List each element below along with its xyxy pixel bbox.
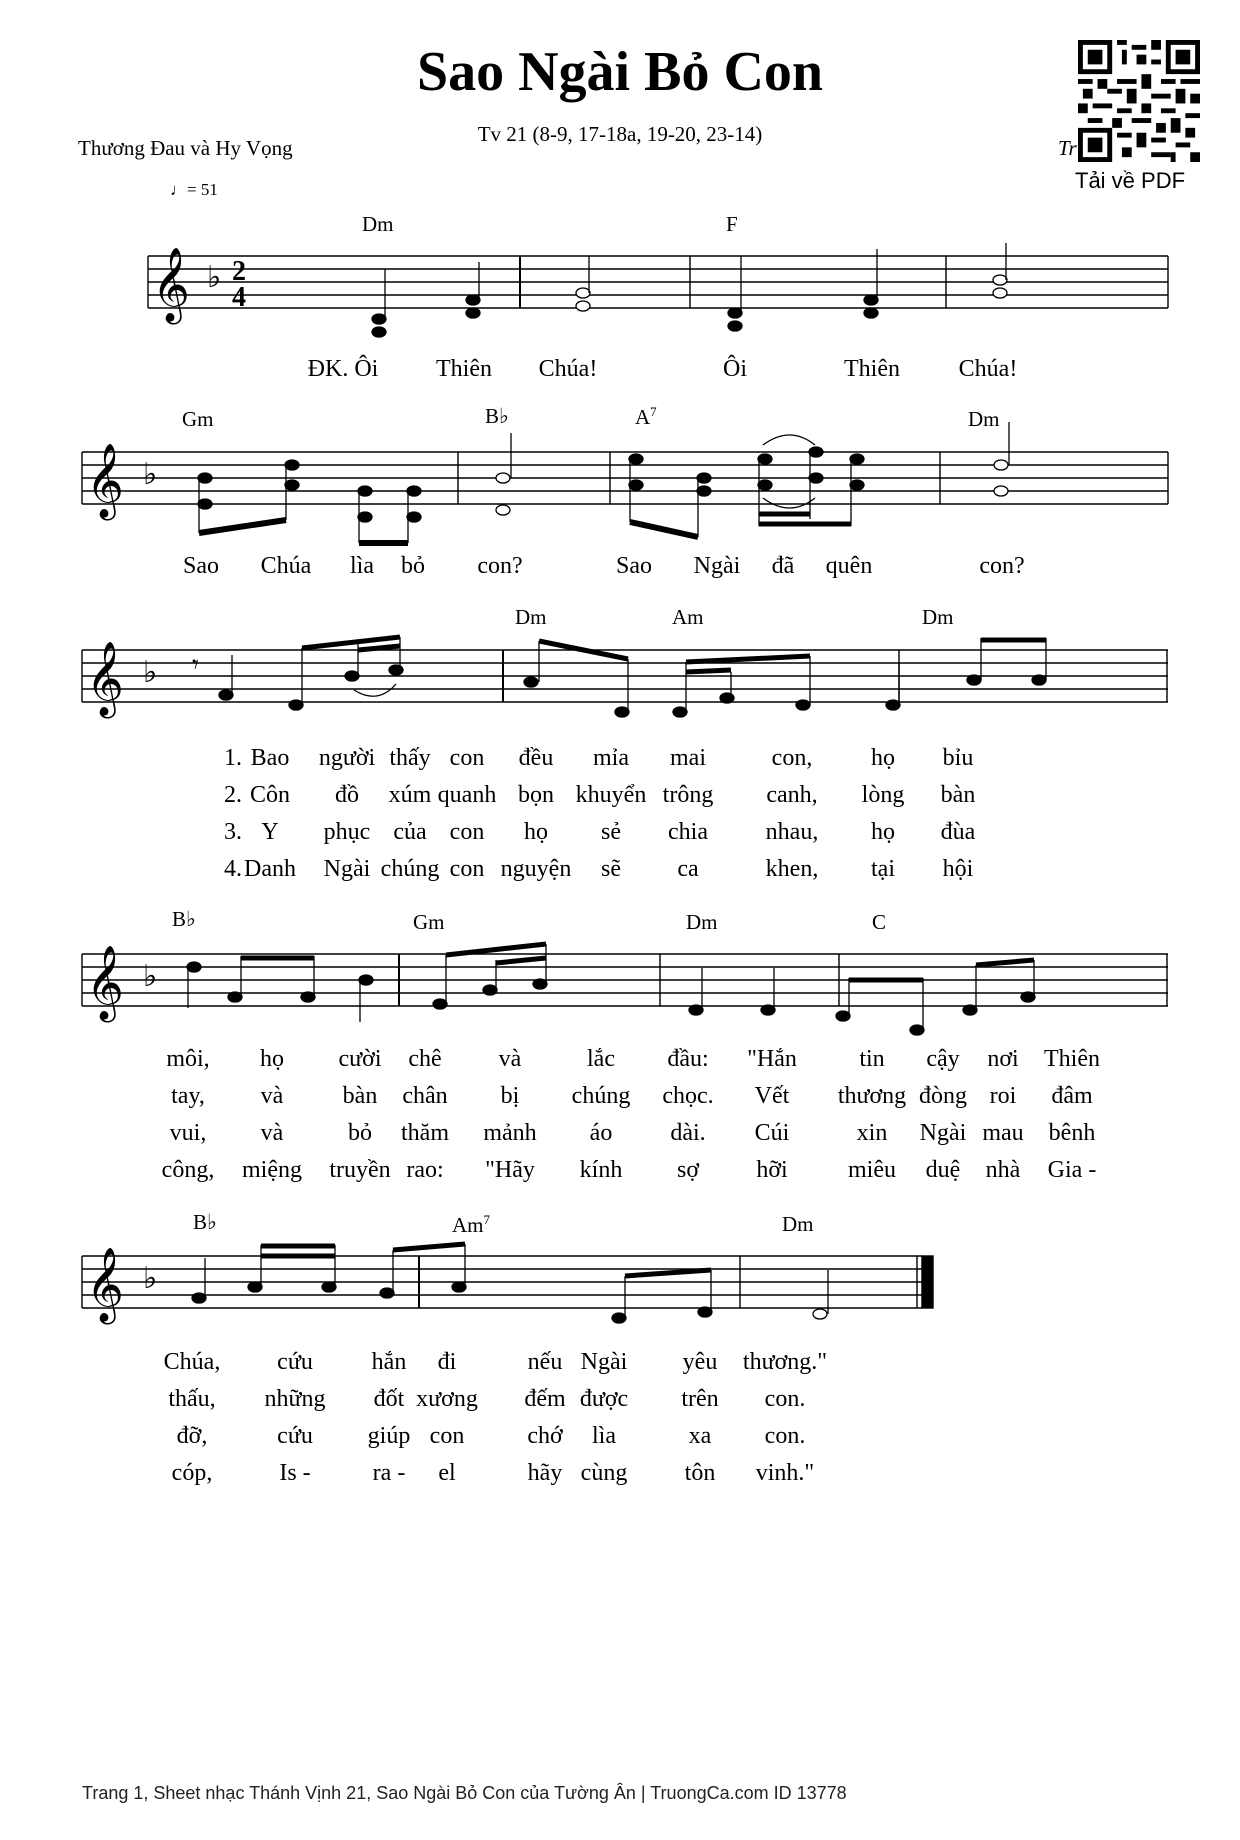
lyric: bỏ: [401, 553, 425, 579]
lyric: cùng: [580, 1460, 628, 1486]
lyric: tay,: [171, 1083, 205, 1109]
lyric: mảnh: [483, 1120, 537, 1146]
lyric: cóp,: [171, 1460, 213, 1486]
lyric: rao:: [406, 1157, 444, 1183]
lyric: ra -: [372, 1460, 406, 1486]
lyric: đùa: [940, 819, 976, 845]
chord-label: Dm: [362, 212, 394, 236]
chord-label: $A^7$: [635, 404, 657, 429]
lyric: lòng: [861, 782, 905, 808]
lyric: bỏ: [348, 1120, 372, 1146]
lyric: vinh.": [755, 1460, 815, 1486]
chord-label: C: [872, 910, 887, 934]
lyric: tại: [871, 856, 895, 882]
lyric: 3.: [224, 819, 242, 845]
chord-label: Am$^7$: [452, 1212, 490, 1237]
lyric: sợ: [676, 1157, 700, 1183]
lyric: thương: [837, 1083, 907, 1109]
lyric: nguyện: [500, 856, 572, 882]
lyric: vui,: [169, 1120, 207, 1146]
lyric: Cúi: [754, 1120, 790, 1146]
lyric: canh,: [766, 782, 818, 808]
lyric: được: [579, 1386, 629, 1412]
lyric: Sao: [616, 553, 652, 579]
lyric: Y: [261, 819, 279, 845]
lyric: quên: [825, 553, 873, 579]
composer-name-fragment: Tr: [1058, 136, 1077, 160]
lyric: chân: [402, 1083, 448, 1109]
treble-clef-icon: 𝄞: [86, 444, 124, 518]
chord-label: Gm: [413, 910, 445, 934]
quarter-note-icon: ♩: [170, 180, 187, 199]
lyric: 4.: [224, 856, 242, 882]
lyric: mai: [670, 745, 706, 771]
lyric: họ: [524, 819, 548, 845]
lyric: bọn: [518, 782, 554, 808]
chord-label: Dm: [782, 1212, 814, 1236]
lyric: trông: [662, 782, 714, 808]
lyric: xin: [856, 1120, 888, 1146]
lyric: đã: [771, 553, 795, 579]
lyric: đâm: [1051, 1083, 1093, 1109]
lyric: miêu: [848, 1157, 896, 1183]
chord-label: B♭: [172, 907, 196, 931]
lyric: đốt: [373, 1386, 405, 1412]
lyric: và: [498, 1046, 522, 1072]
flat-icon: ♭: [143, 959, 158, 994]
lyric: Ngài: [580, 1349, 628, 1375]
lyric: họ: [260, 1046, 284, 1072]
lyric: con,: [771, 745, 813, 771]
lyric: đỡ,: [176, 1423, 208, 1449]
lyric: dài.: [670, 1120, 706, 1146]
chord-label: Gm: [182, 407, 214, 431]
lyric: cứu: [277, 1423, 313, 1449]
tempo-value: = 51: [187, 180, 218, 199]
lyric: "Hắn: [747, 1046, 797, 1072]
lyric: nhà: [985, 1157, 1021, 1183]
lyric: và: [260, 1083, 284, 1109]
lyric: Ngài: [323, 856, 371, 882]
lyric: tôn: [684, 1460, 716, 1486]
lyric: chớ: [527, 1423, 563, 1449]
lyric: họ: [871, 745, 895, 771]
lyric: kính: [579, 1157, 623, 1183]
lyric: nhau,: [765, 819, 819, 845]
lyric: "Hãy: [485, 1157, 535, 1183]
lyric: khuyển: [575, 782, 647, 808]
treble-clef-icon: 𝄞: [86, 1248, 124, 1322]
eighth-rest-icon: 𝄾: [192, 650, 199, 679]
lyric: trên: [681, 1386, 719, 1412]
lyric: Danh: [244, 856, 296, 882]
lyric: tin: [859, 1046, 885, 1072]
lyric: Ngài: [693, 553, 741, 579]
lyric: xương: [416, 1386, 478, 1412]
lyric: Ngài: [919, 1120, 967, 1146]
lyric: bàn: [342, 1083, 378, 1109]
lyric: thăm: [401, 1120, 449, 1146]
lyric: đếm: [524, 1386, 566, 1412]
lyric: của: [393, 819, 427, 845]
lyric: chia: [668, 819, 708, 845]
lyric: cười: [338, 1046, 382, 1072]
lyric: ca: [677, 856, 699, 882]
lyric: môi,: [166, 1046, 210, 1072]
chord-label: B♭: [485, 404, 509, 428]
chord-label: Dm: [515, 605, 547, 629]
lyric: Thiên: [844, 356, 900, 382]
lyric: họ: [871, 819, 895, 845]
lyric: Thiên: [436, 356, 492, 382]
lyric: phục: [323, 819, 371, 845]
lyric: el: [438, 1460, 456, 1486]
lyric: đòng: [919, 1083, 967, 1109]
lyric: con: [449, 819, 485, 845]
lyric: Vết: [754, 1083, 790, 1109]
lyric: mỉa: [593, 745, 629, 771]
lyric: Chúa!: [538, 356, 598, 382]
lyric: sẽ: [601, 856, 621, 882]
treble-clef-icon: 𝄞: [86, 642, 124, 716]
lyric: bàn: [940, 782, 976, 808]
lyric: Thiên: [1044, 1046, 1100, 1072]
time-signature-top: 2: [232, 256, 246, 287]
lyric: yêu: [682, 1349, 718, 1375]
lyric: 1.: [224, 745, 242, 771]
lyric: đều: [518, 745, 554, 771]
treble-clef-icon: 𝄞: [152, 248, 190, 322]
lyric: ĐK. Ôi: [307, 356, 379, 382]
lyric: lìa: [592, 1423, 616, 1449]
lyric: thương.": [742, 1349, 828, 1375]
lyric: miệng: [242, 1157, 302, 1183]
chord-label: Dm: [922, 605, 954, 629]
lyric: nơi: [987, 1046, 1019, 1072]
lyric: chọc.: [662, 1083, 714, 1109]
lyric: con: [449, 745, 485, 771]
flat-icon: ♭: [143, 457, 158, 492]
lyric: 2.: [224, 782, 242, 808]
lyric: duệ: [925, 1157, 961, 1183]
lyric: thấy: [389, 745, 431, 771]
lyric: Chúa,: [163, 1349, 221, 1375]
lyric: cậy: [926, 1046, 960, 1072]
lyric: mau: [982, 1120, 1024, 1146]
chord-label: Dm: [686, 910, 718, 934]
lyric: quanh: [437, 782, 497, 808]
flat-icon: ♭: [207, 260, 222, 295]
lyric: roi: [989, 1083, 1017, 1109]
lyric: đi: [437, 1349, 457, 1375]
lyric: và: [260, 1120, 284, 1146]
lyric: thấu,: [168, 1386, 216, 1412]
lyric: chúng: [380, 856, 440, 882]
lyric: Sao: [183, 553, 219, 579]
lyric: bênh: [1048, 1120, 1096, 1146]
lyric: Is -: [279, 1460, 311, 1486]
lyric: Chúa!: [958, 356, 1018, 382]
lyric: hội: [942, 856, 974, 882]
lyric: xúm: [388, 782, 432, 808]
treble-clef-icon: 𝄞: [86, 946, 124, 1020]
chord-label: Am: [672, 605, 704, 629]
lyric: sẻ: [601, 819, 621, 845]
lyric: xa: [688, 1423, 712, 1449]
lyric: con.: [764, 1423, 806, 1449]
lyric: Chúa: [260, 553, 312, 579]
song-title: Sao Ngài Bỏ Con: [416, 41, 824, 103]
lyric: Gia -: [1047, 1157, 1097, 1183]
chord-label: Dm: [968, 407, 1000, 431]
download-pdf-link[interactable]: Tải về PDF: [1075, 168, 1186, 193]
lyric: bị: [500, 1083, 520, 1109]
lyric: chúng: [571, 1083, 631, 1109]
lyric: chê: [408, 1046, 442, 1072]
chord-label: B♭: [193, 1210, 217, 1234]
lyric: con?: [477, 553, 523, 579]
lyric: truyền: [329, 1157, 391, 1183]
lyric: khen,: [765, 856, 819, 882]
flat-icon: ♭: [143, 1261, 158, 1296]
chord-label: F: [726, 212, 738, 236]
lyric: bỉu: [942, 745, 974, 771]
lyric: lìa: [350, 553, 374, 579]
lyric: con: [449, 856, 485, 882]
page-footer: Trang 1, Sheet nhạc Thánh Vịnh 21, Sao Ngài Bỏ Con của Tường Ân | TruongCa.com ID 13778: [82, 1783, 847, 1803]
lyric: lắc: [587, 1046, 615, 1072]
lyric: đầu:: [667, 1046, 709, 1072]
lyric: hãy: [527, 1460, 563, 1486]
psalm-reference: Tv 21 (8-9, 17-18a, 19-20, 23-14): [477, 122, 763, 146]
flat-icon: ♭: [143, 655, 158, 690]
lyric: hắn: [371, 1349, 407, 1375]
lyric: con?: [979, 553, 1025, 579]
collection-name: Thương Đau và Hy Vọng: [78, 136, 293, 160]
lyric: con.: [764, 1386, 806, 1412]
lyric: giúp: [367, 1423, 411, 1449]
lyric: công,: [161, 1157, 215, 1183]
lyric: con: [429, 1423, 465, 1449]
lyric: áo: [589, 1120, 613, 1146]
lyric: Côn: [249, 782, 291, 808]
time-signature-bottom: 4: [232, 282, 246, 313]
lyric: nếu: [527, 1349, 563, 1375]
lyric: Bao: [250, 745, 290, 771]
lyric: Ôi: [723, 356, 747, 382]
lyric: người: [318, 745, 376, 771]
lyric: đồ: [335, 782, 359, 808]
lyric: cứu: [277, 1349, 313, 1375]
lyric: hỡi: [756, 1157, 788, 1183]
lyric: những: [264, 1386, 326, 1412]
